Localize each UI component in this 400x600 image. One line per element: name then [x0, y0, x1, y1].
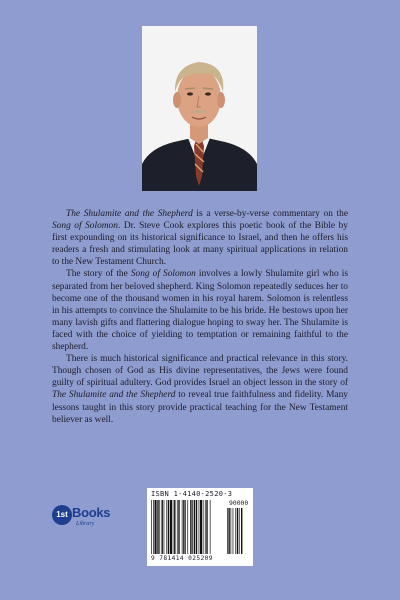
blurb-text: involves a lowly Shulamite girl who is separated from her beloved shepherd. King Solomon repeatedly seduces her to become one of the thousand women in his royal harem. Solomon is relentless in his attempts to convince the Shulamite to be his bride. He bestows upon her many lavish gifts and flattering dialogue hoping to sway her. The Shulamite is faced with the choice of yielding to temptation or remaining faithful to the shepherd. [52, 269, 348, 353]
barcode-bars [151, 500, 249, 554]
blurb-text: to reveal true faithfulness and fidelity. Many lessons taught in this story provide practical teaching for the New Testament believer as well. [52, 390, 348, 425]
barcode-bar [157, 500, 158, 554]
barcode-bar [187, 500, 188, 554]
publisher-badge-icon [52, 505, 72, 525]
blurb-text: The story of the [66, 269, 131, 280]
barcode-bar [155, 500, 157, 554]
barcode-bar [174, 500, 175, 554]
ean-digits: 9 781414 025209 [151, 555, 213, 562]
barcode-bar [182, 500, 183, 554]
barcode-bar [203, 500, 204, 554]
barcode-bar [170, 500, 172, 554]
scripture-book-ref: Song of Solomon [130, 269, 196, 280]
publisher-name: Books [72, 505, 111, 520]
blurb-text: is a verse-by-verse commentary on the [192, 209, 348, 219]
barcode-bar [194, 500, 195, 554]
blurb-paragraph-2 [52, 268, 348, 353]
barcode-bar [210, 500, 211, 554]
scripture-book-ref: Song of Solomon [52, 221, 118, 232]
barcode-bar [173, 500, 174, 554]
blurb-text: . Dr. Steve Cook explores this poetic book of the Bible by first expounding on its historical significance to Israel, and then he offers his readers a fresh and stimulating look at many spiritual applications in relation to the New Testament Church. [52, 221, 348, 268]
publisher-logo [52, 503, 116, 531]
publisher-badge-text: 1st [56, 510, 68, 519]
barcode-bar [185, 500, 186, 554]
back-cover-description [52, 208, 348, 426]
barcode-bar [159, 500, 160, 554]
blurb-paragraph-3 [52, 353, 348, 426]
barcode-bar [153, 500, 154, 554]
barcode-addon-bar [233, 508, 234, 554]
publisher-subname: Library [76, 521, 95, 527]
barcode-bar [190, 500, 191, 554]
isbn-label: ISBN 1-4140-2520-3 [151, 490, 233, 498]
barcode-addon-bar [227, 508, 228, 554]
barcode-bar [164, 500, 165, 554]
barcode-bar [151, 500, 152, 554]
blurb-paragraph-1 [52, 208, 348, 268]
barcode-bar [196, 500, 197, 554]
barcode-bar [183, 500, 184, 554]
barcode-addon-bar [239, 508, 240, 554]
barcode-bar [192, 500, 193, 554]
barcode-bar [177, 500, 178, 554]
barcode-bar [199, 500, 200, 554]
barcode-bar [206, 500, 207, 554]
price-code: 90000 [229, 499, 249, 507]
barcode-addon-bar [237, 508, 238, 554]
barcode-bar [200, 500, 202, 554]
barcode-bar [166, 500, 167, 554]
barcode-addon-bar [228, 508, 229, 554]
barcode-addon-bar [231, 508, 232, 554]
barcode-bar [178, 500, 179, 554]
barcode-bar [168, 500, 169, 554]
book-title-ref: The Shulamite and the Shepherd [66, 209, 193, 219]
barcode-bar [162, 500, 163, 554]
barcode-addon-bar [235, 508, 236, 554]
barcode-addon-bar [241, 508, 242, 554]
blurb-text: There is much historical significance and practical relevance in this story. Though chosen of God as His divine representatives, the Jews were found guilty of spiritual adultery. God provides Israel an object lesson in the story of [52, 354, 348, 389]
isbn-barcode [147, 488, 253, 566]
author-photo [142, 26, 257, 191]
barcode-bar [205, 500, 206, 554]
book-title-ref: The Shulamite and the Shepherd [52, 390, 176, 401]
